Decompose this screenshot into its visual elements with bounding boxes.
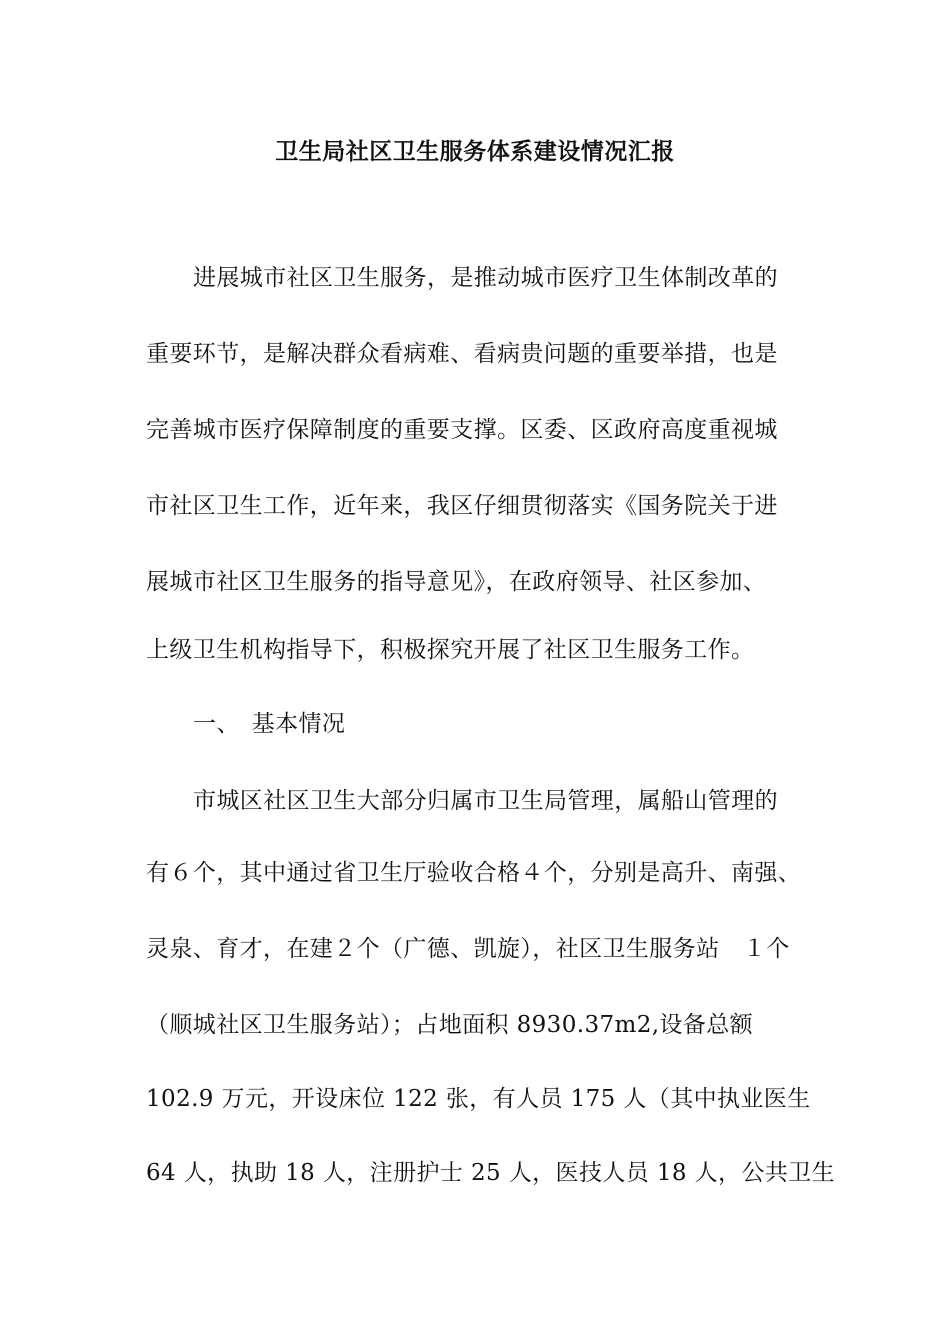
paragraph-line: 完善城市医疗保障制度的重要支撑。区委、区政府高度重视城	[146, 417, 778, 443]
paragraph-line: 重要环节，是解决群众看病难、看病贵问题的重要举措，也是	[146, 341, 778, 367]
section-heading: 一、 基本情况	[193, 711, 346, 737]
paragraph-line: 上级卫生机构指导下，积极探究开展了社区卫生服务工作。	[146, 637, 755, 663]
paragraph-line: 灵泉、育才，在建２个（广德、凯旋），社区卫生服务站 １个	[146, 936, 790, 962]
paragraph-line: 进展城市社区卫生服务，是推动城市医疗卫生体制改革的	[193, 265, 778, 291]
paragraph-line: 市社区卫生工作，近年来，我区仔细贯彻落实《国务院关于进	[146, 493, 778, 519]
document-title: 卫生局社区卫生服务体系建设情况汇报	[275, 139, 675, 165]
paragraph-line: 有６个，其中通过省卫生厅验收合格４个，分别是高升、南强、	[146, 860, 802, 886]
paragraph-line: 市城区社区卫生大部分归属市卫生局管理，属船山管理的	[193, 788, 778, 814]
paragraph-line: 64 人，执助 18 人，注册护士 25 人，医技人员 18 人，公共卫生	[146, 1160, 836, 1186]
paragraph-line: 展城市社区卫生服务的指导意见》，在政府领导、社区参加、	[146, 569, 767, 595]
paragraph-line: 102.9 万元，开设床位 122 张，有人员 175 人（其中执业医生	[146, 1086, 811, 1112]
paragraph-line: （顺城社区卫生服务站）；占地面积 8930.37m2,设备总额	[146, 1012, 754, 1038]
